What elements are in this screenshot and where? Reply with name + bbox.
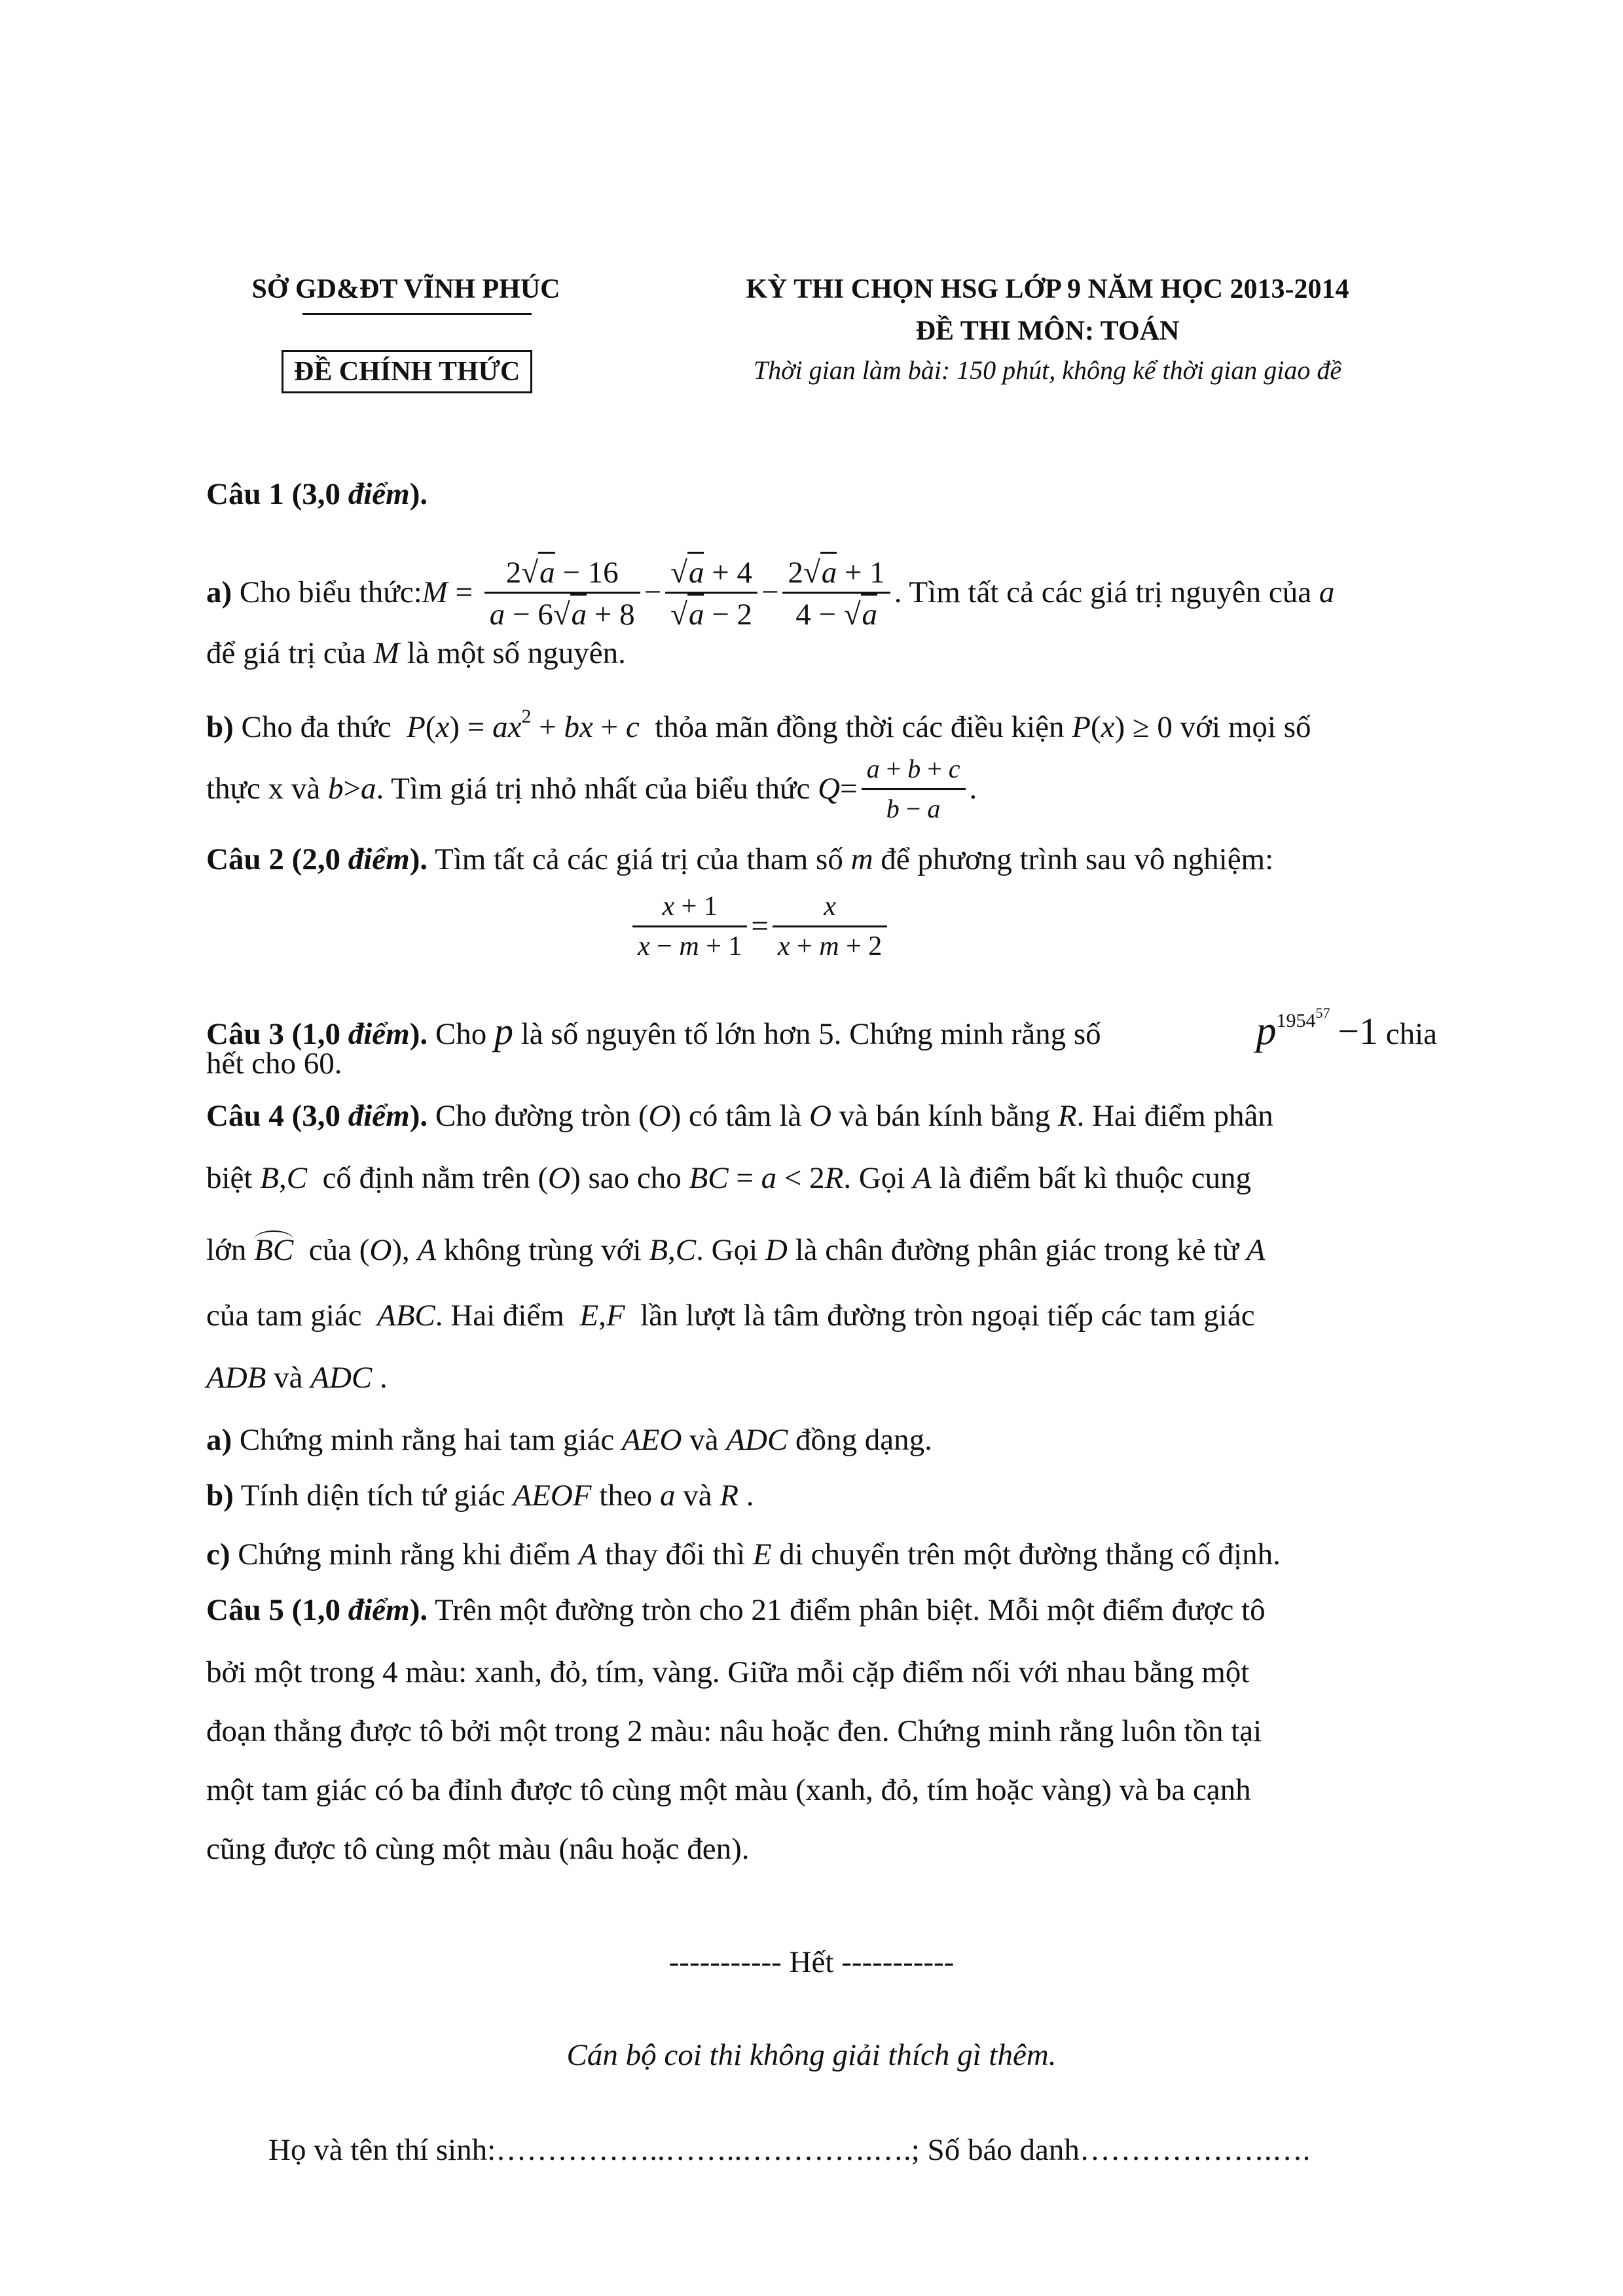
exam-subject: ĐỀ THI MÔN: TOÁN — [915, 316, 1180, 346]
fraction-q: $\frac{a + b + c}{b - a}$ — [862, 750, 966, 828]
q1a-line2: để giá trị của M là một số nguyên. — [206, 636, 626, 670]
invigilator-note: Cán bộ coi thi không giải thích gì thêm. — [566, 2038, 1057, 2072]
header-underline — [302, 313, 532, 315]
q2-line: Câu 2 (2,0 điểm). Tìm tất cả các giá trị của tham số m để phương trình sau vô nghiệm: — [206, 842, 1274, 876]
q5-line5: cũng được tô cùng một màu (nâu hoặc đen). — [206, 1832, 750, 1866]
q3-line1: Câu 3 (1,0 điểm). Cho p là số nguyên tố lớn hơn 5. Chứng minh rằng số $p^{1954^{57}} -1$ chia — [206, 1005, 1437, 1053]
q4b-line: b) Tính diện tích tứ giác AEOF theo a và R . — [206, 1479, 754, 1513]
department-name: SỞ GD&ĐT VĨNH PHÚC — [251, 274, 560, 304]
end-marker: ----------- Hết ----------- — [668, 1945, 955, 1979]
time-note: Thời gian làm bài: 150 phút, không kể thời gian giao đề — [753, 355, 1342, 385]
q5-line3: đoạn thẳng được tô bởi một trong 2 màu: nâu hoặc đen. Chứng minh rằng luôn tồn tại — [206, 1714, 1262, 1748]
official-label: ĐỀ CHÍNH THỨC — [282, 350, 532, 393]
q5-line4: một tam giác có ba đỉnh được tô cùng một màu (xanh, đỏ, tím hoặc vàng) và ba cạnh — [206, 1773, 1251, 1807]
q3-line2: hết cho 60. — [206, 1047, 342, 1081]
q1a-line: a) Cho biểu thức: M = $\frac{2√a - 16}{a - 6√a + 8}$ − $\frac{√a + 4}{√a - 2}$ − $\frac{2√a + 1}{4 - √a}$ . Tìm tất cả các giá trị nguyên của a — [206, 527, 1334, 658]
q4c-line: c) Chứng minh rằng khi điểm A thay đổi thì E di chuyển trên một đường thẳng cố định. — [206, 1537, 1281, 1571]
q1b-line1: b) Cho đa thức $P(x) = ax^2$ + bx + c thỏa mãn đồng thời các điều kiện P(x) ≥ 0 với mọi số — [206, 706, 1311, 744]
q1b-line2: thực x và b > a . Tìm giá trị nhỏ nhất của biểu thức Q = $\frac{a + b + c}{b - a}$ . — [206, 746, 977, 831]
q1-heading: Câu 1 (3,0 điểm). — [206, 477, 428, 511]
fraction-1: $\frac{2√a - 16}{a - 6√a + 8}$ — [484, 552, 640, 634]
q4-line2: biệt B,C cố định nằm trên (O) sao cho BC = a < 2R. Gọi A là điểm bất kì thuộc cung — [206, 1161, 1251, 1195]
q4-line4: của tam giác ABC. Hai điểm E,F lần lượt là tâm đường tròn ngoại tiếp các tam giác — [206, 1299, 1255, 1333]
q4-line1: Câu 4 (3,0 điểm). Cho đường tròn (O) có tâm là O và bán kính bằng R. Hai điểm phân — [206, 1099, 1273, 1133]
q2-equation: $\frac{x + 1}{x - m + 1}$ = $\frac{x}{x + m + 2}$ — [629, 880, 891, 972]
fraction-3: $\frac{2√a + 1}{4 - √a}$ — [782, 552, 890, 634]
q4-line5: ADB và ADC . — [206, 1361, 388, 1395]
q4-line3: lớn BC của (O), A không trùng với B,C. Gọi D là chân đường phân giác trong kẻ từ A — [206, 1230, 1266, 1270]
q5-line1: Câu 5 (1,0 điểm). Trên một đường tròn cho 21 điểm phân biệt. Mỗi một điểm được tô — [206, 1593, 1266, 1627]
exam-title: KỲ THI CHỌN HSG LỚP 9 NĂM HỌC 2013-2014 — [746, 274, 1349, 304]
q5-line2: bởi một trong 4 màu: xanh, đỏ, tím, vàng. Giữa mỗi cặp điểm nối với nhau bằng một — [206, 1655, 1250, 1689]
fraction-2: $\frac{√a + 4}{√a - 2}$ — [665, 552, 757, 634]
candidate-info-line: Họ và tên thí sinh:……………..……..………….….; Số báo danh……………….…. — [268, 2133, 1311, 2167]
q4a-line: a) Chứng minh rằng hai tam giác AEO và ADC đồng dạng. — [206, 1423, 932, 1457]
